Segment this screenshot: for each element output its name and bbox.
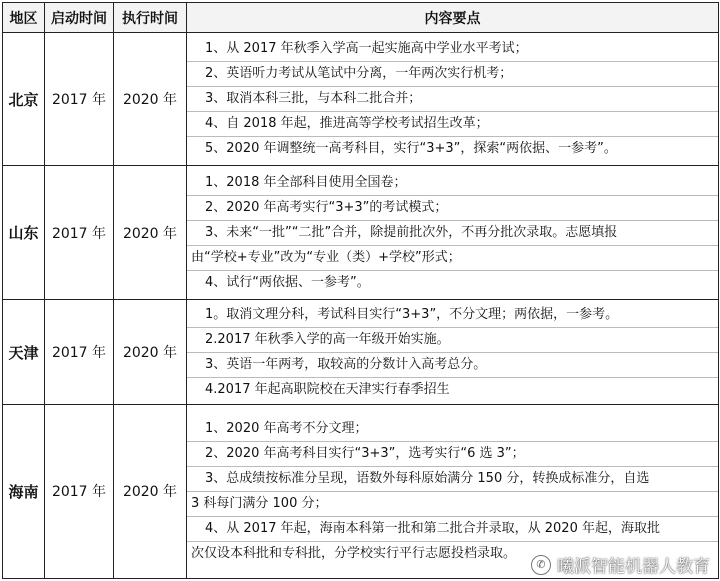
content-line: 由“学校+专业”改为“专业（类）+学校”形式； [187,246,718,271]
header-region: 地区 [3,3,45,33]
exec-time-cell: 2020 年 [114,166,187,300]
content-line: 3、英语一年两考，取较高的分数计入高考总分。 [187,353,718,378]
table-row-beijing [3,33,719,166]
content-line: 3、未来“一批”“二批”合并，除提前批次外，不再分批次录取。志愿填报 [187,221,718,246]
header-row [3,3,719,33]
content-line: 1。取消文理分科，考试科目实行“3+3”，不分文理；两依据，一参考。 [187,303,718,328]
exec-time-cell: 2020 年 [114,33,187,166]
start-time-cell: 2017 年 [45,404,114,578]
header-exec-time: 执行时间 [114,3,187,33]
header-content: 内容要点 [187,3,719,33]
region-cell: 山东 [3,166,45,300]
content-line: 1、2020 年高考不分文理； [187,417,718,442]
region-cell: 海南 [3,404,45,578]
content-line: 2、2020 年高考科目实行“3+3”，选考实行“6 选 3”； [187,442,718,467]
header-start-time: 启动时间 [45,3,114,33]
watermark-text: 曦派智能机器人教育 [557,557,710,577]
content-line: 次仅设本科批和专科批，分学校实行平行志愿投档录取。 [191,545,517,561]
content-line: 1、2018 年全部科目使用全国卷； [187,171,718,196]
content-line: 3、总成绩按标准分呈现，语数外每科原始满分 150 分，转换成标准分，自选 [187,467,718,492]
content-line: 3、取消本科三批，与本科二批合并； [187,87,718,112]
exec-time-cell: 2020 年 [114,300,187,404]
content-line: 4.2017 年起高职院校在天津实行春季招生 [205,381,450,397]
content-line: 2、2020 年高考实行“3+3”的考试模式； [187,196,718,221]
start-time-cell: 2017 年 [45,33,114,166]
content-line: 4、自 2018 年起，推进高等学校考试招生改革； [187,112,718,137]
education-reform-table [2,2,719,579]
content-cell [187,33,719,166]
content-line: 2.2017 年秋季入学的高一年级开始实施。 [187,328,718,353]
exec-time-cell: 2020 年 [114,404,187,578]
table-row-shandong [3,166,719,300]
content-line: 4、从 2017 年起，海南本科第一批和第二批合并录取，从 2020 年起，海取批 [187,517,718,542]
content-cell [187,300,719,404]
region-cell: 天津 [3,300,45,404]
table-row-tianjin [3,300,719,404]
region-cell: 北京 [3,33,45,166]
content-line: 2、英语听力考试从笔试中分离，一年两次实行机考； [187,62,718,87]
content-line: 3 科每门满分 100 分； [187,492,718,517]
watermark [531,552,710,577]
start-time-cell: 2017 年 [45,300,114,404]
wechat-icon: ✆ [531,555,551,575]
content-line: 1、从 2017 年秋季入学高一起实施高中学业水平考试； [187,37,718,62]
content-cell [187,166,719,300]
content-line: 5、2020 年调整统一高考科目，实行“3+3”，探索“两依据、一参考”。 [205,141,617,157]
start-time-cell: 2017 年 [45,166,114,300]
content-line: 4、试行“两依据、一参考”。 [205,274,370,290]
